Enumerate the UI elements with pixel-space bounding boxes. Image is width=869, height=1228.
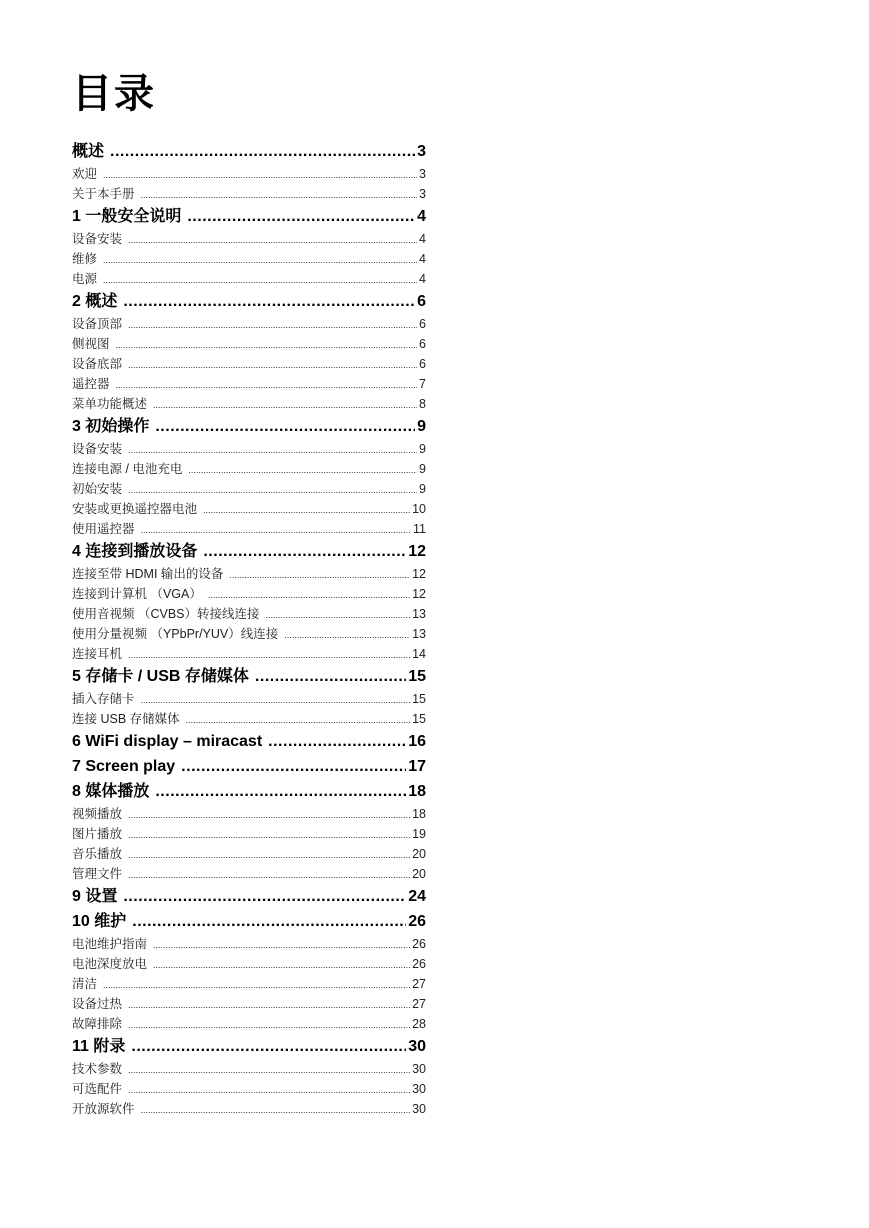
toc-entry-page-number: 27 [412, 997, 426, 1011]
dot-leader [203, 500, 410, 520]
toc-section-entry[interactable] [72, 374, 426, 394]
toc-entry-page-number: 6 [419, 317, 426, 331]
toc-entry-page-number: 4 [419, 272, 426, 286]
toc-section-entry[interactable] [72, 499, 426, 519]
dot-leader [103, 270, 417, 290]
dot-leader [131, 1034, 406, 1059]
toc-section-entry[interactable] [72, 439, 426, 459]
dot-leader [128, 355, 417, 375]
toc-entry-label: 电池维护指南 [72, 937, 148, 951]
dot-leader [123, 884, 406, 909]
toc-entry-page-number: 9 [419, 442, 426, 456]
dot-leader [128, 1015, 410, 1035]
toc-entry-page-number: 4 [419, 232, 426, 246]
dot-leader [103, 165, 417, 185]
toc-entry-page-number: 16 [408, 733, 426, 750]
dot-leader [128, 845, 410, 865]
toc-entry-page-number: 15 [412, 692, 426, 706]
toc-entry-label: 插入存储卡 [72, 692, 135, 706]
toc-entry-label: 8 媒体播放 [72, 783, 150, 800]
toc-section-entry[interactable] [72, 624, 426, 644]
dot-leader [128, 645, 410, 665]
toc-section-entry[interactable] [72, 164, 426, 184]
toc-entry-label: 使用分量视频 （YPbPr/YUV）线连接 [72, 627, 279, 641]
toc-entry-label: 设备过热 [72, 997, 123, 1011]
dot-leader [123, 289, 415, 314]
toc-entry-label: 2 概述 [72, 293, 118, 310]
page-title: 目录 [72, 72, 156, 116]
toc-entry-label: 3 初始操作 [72, 418, 150, 435]
toc-section-entry[interactable] [72, 519, 426, 539]
dot-leader [141, 185, 418, 205]
toc-entry-label: 图片播放 [72, 827, 123, 841]
toc-entry-page-number: 30 [408, 1038, 426, 1055]
toc-entry-label: 10 维护 [72, 913, 127, 930]
toc-entry-label: 音乐播放 [72, 847, 123, 861]
toc-entry-page-number: 3 [419, 187, 426, 201]
toc-entry-page-number: 14 [412, 647, 426, 661]
dot-leader [128, 995, 410, 1015]
toc-entry-label: 连接到计算机 （VGA） [72, 587, 202, 601]
toc-entry-label: 设备安装 [72, 232, 123, 246]
toc-section-entry[interactable] [72, 934, 426, 954]
toc-chapter-entry[interactable] [72, 1034, 426, 1059]
toc-entry-label: 电源 [72, 272, 98, 286]
toc-entry-page-number: 30 [412, 1102, 426, 1116]
dot-leader [116, 335, 418, 355]
toc-section-entry[interactable] [72, 844, 426, 864]
toc-entry-page-number: 12 [412, 567, 426, 581]
toc-section-entry[interactable] [72, 1099, 426, 1119]
toc-entry-label: 设备安装 [72, 442, 123, 456]
toc-entry-page-number: 26 [408, 913, 426, 930]
toc-entry-label: 连接电源 / 电池充电 [72, 462, 183, 476]
toc-entry-page-number: 18 [408, 783, 426, 800]
toc-section-entry[interactable] [72, 1079, 426, 1099]
dot-leader [103, 975, 410, 995]
toc-entry-page-number: 8 [419, 397, 426, 411]
toc-entry-label: 视频播放 [72, 807, 123, 821]
toc-entry-page-number: 6 [419, 337, 426, 351]
toc-entry-label: 7 Screen play [72, 758, 176, 775]
toc-entry-label: 概述 [72, 143, 105, 160]
toc-entry-label: 菜单功能概述 [72, 397, 148, 411]
dot-leader [128, 1080, 410, 1100]
toc-section-entry[interactable] [72, 689, 426, 709]
toc-section-entry[interactable] [72, 184, 426, 204]
toc-section-entry[interactable] [72, 354, 426, 374]
toc-entry-label: 连接耳机 [72, 647, 123, 661]
toc-entry-page-number: 24 [408, 888, 426, 905]
toc-entry-page-number: 13 [412, 627, 426, 641]
toc-section-entry[interactable] [72, 864, 426, 884]
toc-entry-page-number: 6 [419, 357, 426, 371]
toc-chapter-entry[interactable] [72, 289, 426, 314]
toc-entry-page-number: 10 [412, 502, 426, 516]
toc-section-entry[interactable] [72, 229, 426, 249]
dot-leader [181, 754, 406, 779]
dot-leader [128, 315, 417, 335]
toc-entry-page-number: 7 [419, 377, 426, 391]
toc-entry-label: 5 存储卡 / USB 存储媒体 [72, 668, 249, 685]
dot-leader [128, 865, 410, 885]
toc-entry-label: 安装或更换遥控器电池 [72, 502, 198, 516]
toc-entry-page-number: 15 [408, 668, 426, 685]
dot-leader [128, 825, 410, 845]
toc-chapter-entry[interactable] [72, 884, 426, 909]
toc-entry-label: 管理文件 [72, 867, 123, 881]
toc-section-entry[interactable] [72, 584, 426, 604]
toc-entry-page-number: 4 [417, 208, 426, 225]
toc-entry-page-number: 30 [412, 1082, 426, 1096]
toc-entry-label: 设备顶部 [72, 317, 123, 331]
toc-section-entry[interactable] [72, 824, 426, 844]
dot-leader [203, 539, 406, 564]
toc-entry-label: 11 附录 [72, 1038, 126, 1055]
toc-entry-page-number: 4 [419, 252, 426, 266]
dot-leader [208, 585, 410, 605]
toc-entry-label: 设备底部 [72, 357, 123, 371]
dot-leader [128, 1060, 410, 1080]
toc-entry-label: 遥控器 [72, 377, 110, 391]
dot-leader [188, 460, 417, 480]
toc-entry-page-number: 3 [419, 167, 426, 181]
dot-leader [141, 690, 411, 710]
toc-entry-page-number: 6 [417, 293, 426, 310]
dot-leader [116, 375, 418, 395]
toc-entry-page-number: 9 [419, 462, 426, 476]
toc-entry-label: 初始安装 [72, 482, 123, 496]
toc-entry-label: 维修 [72, 252, 98, 266]
toc-entry-page-number: 9 [419, 482, 426, 496]
toc-section-entry[interactable] [72, 974, 426, 994]
toc-chapter-entry[interactable] [72, 139, 426, 164]
toc-entry-label: 故障排除 [72, 1017, 123, 1031]
toc-chapter-entry[interactable] [72, 909, 426, 934]
toc-entry-label: 使用音视频 （CVBS）转接线连接 [72, 607, 260, 621]
toc-entry-page-number: 17 [408, 758, 426, 775]
toc-entry-label: 开放源软件 [72, 1102, 135, 1116]
toc-entry-label: 连接 USB 存储媒体 [72, 712, 180, 726]
dot-leader [141, 520, 412, 540]
toc-entry-label: 关于本手册 [72, 187, 135, 201]
toc-entry-page-number: 13 [412, 607, 426, 621]
toc-entry-page-number: 30 [412, 1062, 426, 1076]
toc-entry-page-number: 11 [413, 522, 426, 536]
toc-chapter-entry[interactable] [72, 779, 426, 804]
toc-section-entry[interactable] [72, 479, 426, 499]
toc-section-entry[interactable] [72, 564, 426, 584]
toc-entry-page-number: 12 [408, 543, 426, 560]
toc-chapter-entry[interactable] [72, 754, 426, 779]
toc-entry-label: 使用遥控器 [72, 522, 135, 536]
dot-leader [266, 605, 411, 625]
dot-leader [255, 664, 406, 689]
toc-section-entry[interactable] [72, 644, 426, 664]
toc-section-entry[interactable] [72, 994, 426, 1014]
dot-leader [128, 440, 417, 460]
dot-leader [128, 230, 417, 250]
toc-entry-label: 清洁 [72, 977, 98, 991]
toc-entry-page-number: 28 [412, 1017, 426, 1031]
toc-entry-page-number: 15 [412, 712, 426, 726]
toc-section-entry[interactable] [72, 709, 426, 729]
toc-section-entry[interactable] [72, 1059, 426, 1079]
toc-chapter-entry[interactable] [72, 664, 426, 689]
toc-chapter-entry[interactable] [72, 414, 426, 439]
toc-entry-label: 连接至带 HDMI 输出的设备 [72, 567, 224, 581]
toc-entry-label: 1 一般安全说明 [72, 208, 182, 225]
toc-section-entry[interactable] [72, 804, 426, 824]
dot-leader [153, 395, 417, 415]
dot-leader [153, 955, 410, 975]
dot-leader [187, 204, 415, 229]
toc-section-entry[interactable] [72, 604, 426, 624]
dot-leader [132, 909, 406, 934]
toc-entry-page-number: 3 [417, 143, 426, 160]
toc-entry-label: 4 连接到播放设备 [72, 543, 198, 560]
dot-leader [268, 729, 406, 754]
dot-leader [110, 139, 415, 164]
dot-leader [155, 779, 406, 804]
dot-leader [141, 1100, 411, 1120]
dot-leader [229, 565, 410, 585]
toc-entry-label: 侧视图 [72, 337, 110, 351]
toc-entry-label: 技术参数 [72, 1062, 123, 1076]
toc-section-entry[interactable] [72, 394, 426, 414]
toc-section-entry[interactable] [72, 249, 426, 269]
toc-entry-label: 9 设置 [72, 888, 118, 905]
dot-leader [128, 480, 417, 500]
toc-entry-page-number: 27 [412, 977, 426, 991]
toc-entry-page-number: 18 [412, 807, 426, 821]
toc-section-entry[interactable] [72, 459, 426, 479]
dot-leader [128, 805, 410, 825]
dot-leader [186, 710, 410, 730]
toc-entry-page-number: 20 [412, 847, 426, 861]
toc-section-entry[interactable] [72, 314, 426, 334]
toc-chapter-entry[interactable] [72, 539, 426, 564]
toc-section-entry[interactable] [72, 954, 426, 974]
table-of-contents [72, 139, 426, 1119]
dot-leader [284, 625, 410, 645]
toc-entry-page-number: 26 [412, 957, 426, 971]
toc-entry-page-number: 12 [412, 587, 426, 601]
toc-section-entry[interactable] [72, 1014, 426, 1034]
toc-chapter-entry[interactable] [72, 729, 426, 754]
dot-leader [153, 935, 410, 955]
dot-leader [103, 250, 417, 270]
toc-entry-page-number: 19 [412, 827, 426, 841]
toc-entry-label: 欢迎 [72, 167, 98, 181]
toc-section-entry[interactable] [72, 334, 426, 354]
toc-entry-page-number: 20 [412, 867, 426, 881]
toc-section-entry[interactable] [72, 269, 426, 289]
toc-entry-page-number: 9 [417, 418, 426, 435]
toc-entry-label: 6 WiFi display – miracast [72, 733, 263, 750]
toc-entry-label: 可选配件 [72, 1082, 123, 1096]
toc-chapter-entry[interactable] [72, 204, 426, 229]
dot-leader [155, 414, 415, 439]
toc-entry-page-number: 26 [412, 937, 426, 951]
toc-entry-label: 电池深度放电 [72, 957, 148, 971]
